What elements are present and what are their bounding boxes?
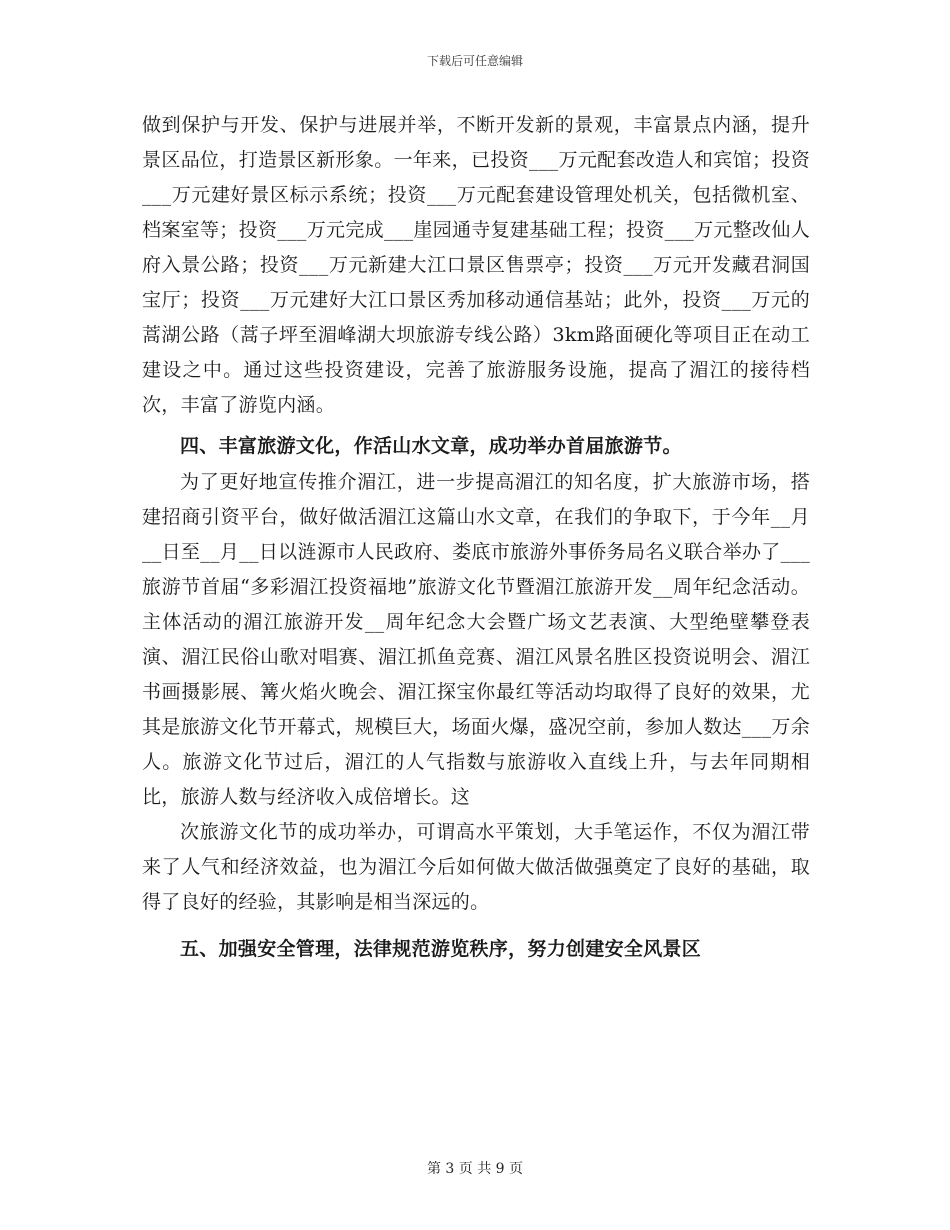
page-header: 下载后可任意编辑	[426, 54, 523, 68]
paragraph-festival-impact: 次旅游文化节的成功举办，可谓高水平策划，大手笔运作，不仅为湄江带来了人气和经济效益，也为湄江今后如何做大做活做强奠定了良好的基础，取得了良好的经验，其影响是相当深远的。	[142, 821, 810, 913]
section-heading-5: 五、加强安全管理，法律规范游览秩序，努力创建安全风景区	[180, 938, 702, 960]
section-heading-4: 四、丰富旅游文化，作活山水文章，成功举办首届旅游节。	[180, 435, 682, 457]
document-body	[142, 108, 810, 968]
page-number: 第 3 页 共 9 页	[426, 1161, 524, 1177]
paragraph-investment: 做到保护与开发、保护与进展并举，不断开发新的景观，丰富景点内涵，提升景区品位，打造景区新形象。一年来，已投资___万元配套改造人和宾馆；投资___万元建好景区标示系统；投资___万元配套建设管理处机关，包括微机室、档案室等；投资___万元完成___崖园通寺复建基础工程；投资___万元整改仙人府入景公路；投资___万元新建大江口景区售票亭；投资___万元开发藏君洞国宝厅；投资___万元建好大江口景区秀加移动通信基站；此外，投资___万元的蒿湖公路（蒿子坪至湄峰湖大坝旅游专线公路）3km路面硬化等项目正在动工建设之中。通过这些投资建设，完善了旅游服务设施，提高了湄江的接待档次，丰富了游览内涵。	[142, 114, 810, 416]
paragraph-festival: 为了更好地宣传推介湄江，进一步提高湄江的知名度，扩大旅游市场，搭建招商引资平台，做好做活湄江这篇山水文章，在我们的争取下，于今年__月__日至__月__日以涟源市人民政府、娄底市旅游外事侨务局名义联合举办了___旅游节首届“多彩湄江投资福地”旅游文化节暨湄江旅游开发__周年纪念活动。主体活动的湄江旅游开发__周年纪念大会暨广场文艺表演、大型绝壁攀登表演、湄江民俗山歌对唱赛、湄江抓鱼竞赛、湄江风景名胜区投资说明会、湄江书画摄影展、篝火焰火晚会、湄江探宝你最红等活动均取得了良好的效果，尤其是旅游文化节开幕式，规模巨大，场面火爆，盛况空前，参加人数达___万余人。旅游文化节过后，湄江的人气指数与旅游收入直线上升，与去年同期相比，旅游人数与经济收入成倍增长。这	[142, 471, 810, 808]
